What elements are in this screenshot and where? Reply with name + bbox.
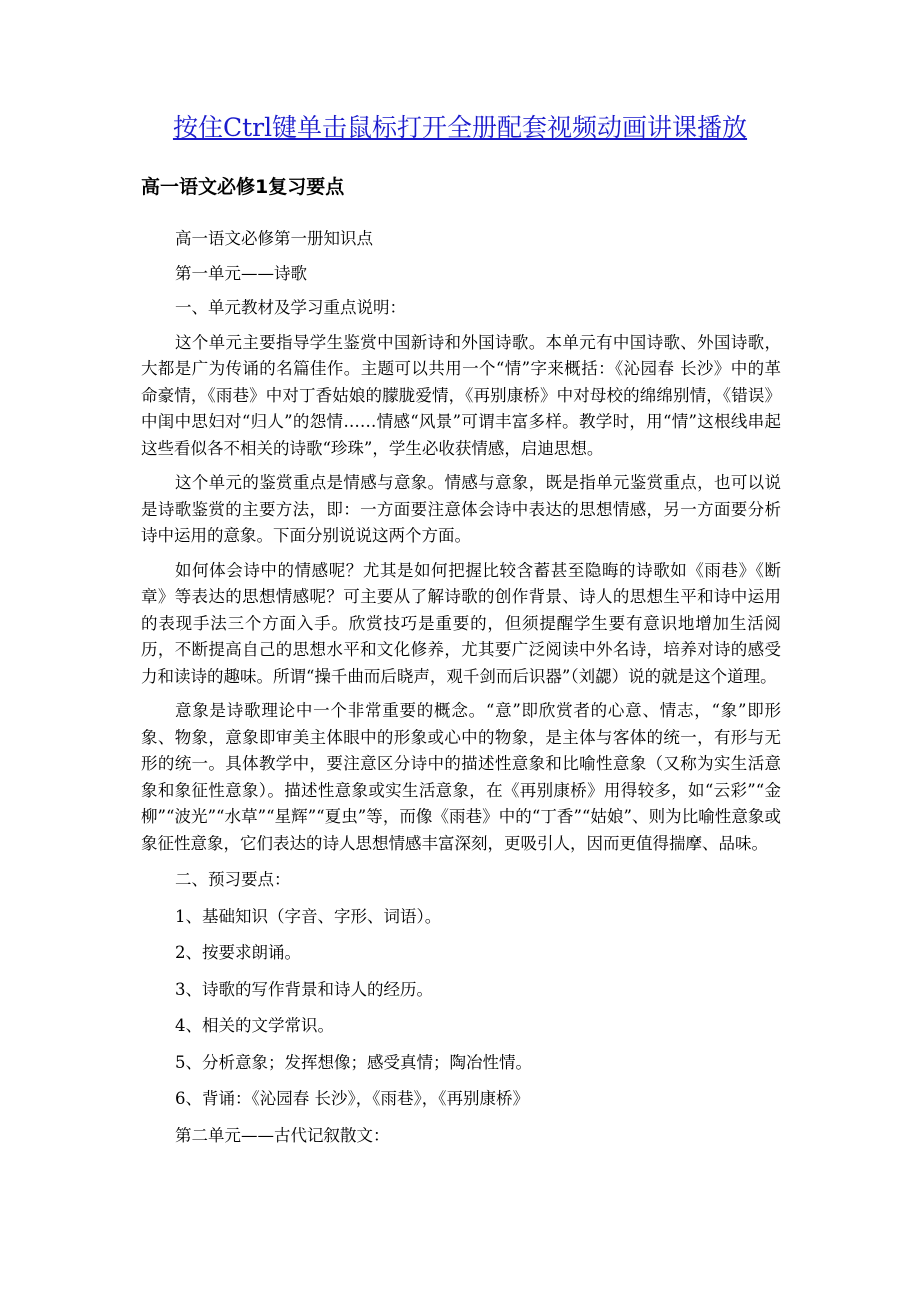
body-paragraph: 如何体会诗中的情感呢？尤其是如何把握比较含蓄甚至隐晦的诗歌如《雨巷》《断章》等表达的思想情感呢？可主要从了解诗歌的创作背景、诗人的思想生平和诗中运用的表现手法三个方面入手。欣赏技巧是重要的，但须提醒学生要有意识地增加生活阅历，不断提高自己的思想水平和文化修养，尤其要广泛阅读中外名诗，培养对诗的感受力和读诗的趣味。所谓“操千曲而后晓声，观千剑而后识器”（刘勰）说的就是这个道理。 bbox=[141, 560, 781, 686]
doc-heading: 高一语文必修1复习要点 bbox=[141, 176, 345, 198]
list-item: 1、基础知识（字音、字形、词语）。 bbox=[175, 906, 442, 926]
body-paragraph: 意象是诗歌理论中一个非常重要的概念。“意”即欣赏者的心意、情志，“象”即形象、物象，意象即审美主体眼中的形象或心中的物象，是主体与客体的统一，有形与无形的统一。具体教学中，要注意区分诗中的描述性意象和比喻性意象（又称为实生活意象和象征性意象）。描述性意象或实生活意象，在《再别康桥》用得较多，如“云彩”“金柳”“波光”“水草”“星辉”“夏虫”等，而像《雨巷》中的“丁香”“姑娘”、则为比喻性意象或象征性意象，它们表达的诗人思想情感丰富深刻，更吸引人，因而更值得揣摩、品味。 bbox=[141, 701, 781, 853]
list-item: 5、分析意象；发挥想像；感受真情；陶冶性情。 bbox=[175, 1052, 532, 1072]
section-two-title: 二、预习要点： bbox=[175, 870, 291, 889]
video-link[interactable]: 按住Ctrl键单击鼠标打开全册配套视频动画讲课播放 bbox=[172, 113, 748, 142]
unit-one-title: 第一单元——诗歌 bbox=[175, 263, 307, 283]
subtitle: 高一语文必修第一册知识点 bbox=[175, 229, 373, 248]
section-one-title: 一、单元教材及学习重点说明： bbox=[175, 298, 406, 317]
list-item: 6、背诵：《沁园春 长沙》，《雨巷》，《再别康桥》 bbox=[175, 1089, 529, 1108]
body-paragraph: 这个单元的鉴赏重点是情感与意象。情感与意象，既是指单元鉴赏重点，也可以说是诗歌鉴赏的主要方法，即：一方面要注意体会诗中表达的思想情感，另一方面要分析诗中运用的意象。下面分别说说这两个方面。 bbox=[141, 473, 781, 545]
list-item: 4、相关的文学常识。 bbox=[175, 1016, 334, 1035]
unit-two-title: 第二单元——古代记叙散文： bbox=[175, 1125, 390, 1145]
list-item: 2、按要求朗诵。 bbox=[175, 943, 301, 962]
doc-body bbox=[141, 226, 781, 1149]
list-item: 3、诗歌的写作背景和诗人的经历。 bbox=[175, 979, 433, 999]
body-paragraph: 这个单元主要指导学生鉴赏中国新诗和外国诗歌。本单元有中国诗歌、外国诗歌，大都是广为传诵的名篇佳作。主题可以共用一个“情”字来概括：《沁园春 长沙》中的革命豪情，《雨巷》中对丁香姑娘的朦胧爱情，《再别康桥》中对母校的绵绵别情，《错误》中闺中思妇对“归人”的怨情……情感“风景”可谓丰富多样。教学时，用“情”这根线串起这些看似各不相关的诗歌“珍珠”，学生必收获情感，启迪思想。 bbox=[141, 332, 781, 458]
